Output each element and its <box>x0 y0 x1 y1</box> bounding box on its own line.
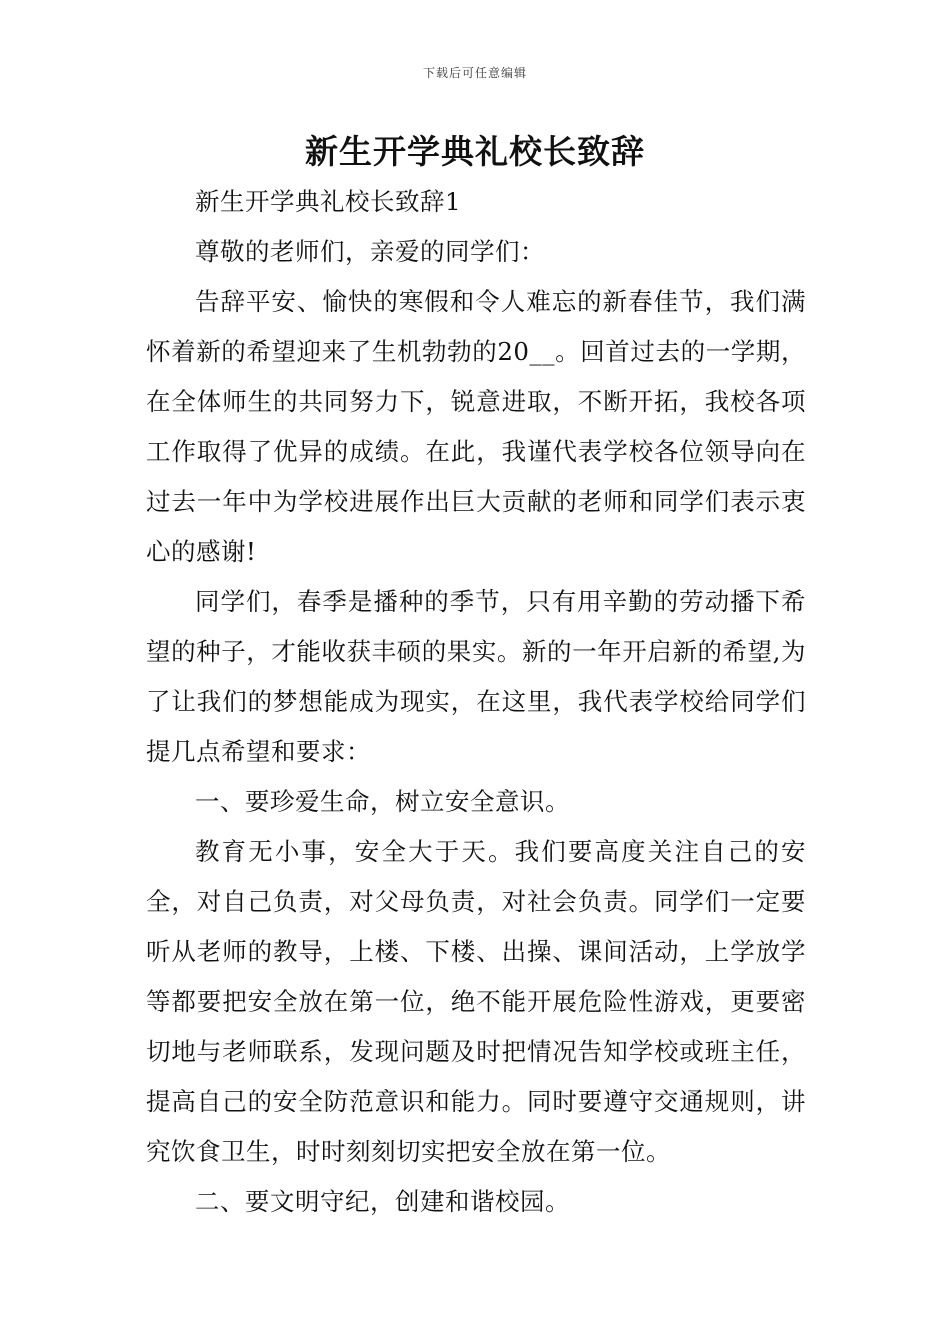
salutation-paragraph: 尊敬的老师们，亲爱的同学们： <box>195 237 545 266</box>
subtitle-paragraph: 新生开学典礼校长致辞1 <box>195 187 462 216</box>
body-paragraph: 教育无小事，安全大于天。我们要高度关注自己的安全，对自己负责，对父母负责，对社会负责。同学们一定要听从老师的教导，上楼、下楼、出操、课间活动，上学放学等都要把安全放在第一位，绝不能开展危险性游戏，更要密切地与老师联系，发现问题及时把情况告知学校或班主任，提高自己的安全防范意识和能力。同时要遵守交通规则，讲究饮食卫生，时时刻刻切实把安全放在第一位。 <box>146 837 806 1166</box>
document-body <box>146 177 806 1227</box>
body-paragraph: 同学们，春季是播种的季节，只有用辛勤的劳动播下希望的种子，才能收获丰硕的果实。新的一年开启新的希望,为了让我们的梦想能成为现实，在这里，我代表学校给同学们提几点希望和要求： <box>146 587 806 766</box>
header-note: 下载后可任意编辑 <box>422 66 527 80</box>
section-heading: 一、要珍爱生命，树立安全意识。 <box>195 787 570 816</box>
document-title: 新生开学典礼校长致辞 <box>305 132 645 171</box>
section-heading: 二、要文明守纪，创建和谐校园。 <box>195 1187 570 1216</box>
body-paragraph: 告辞平安、愉快的寒假和令人难忘的新春佳节，我们满怀着新的希望迎来了生机勃勃的20__。回首过去的一学期，在全体师生的共同努力下，锐意进取，不断开拓，我校各项工作取得了优异的成绩。在此，我谨代表学校各位领导向在过去一年中为学校进展作出巨大贡献的老师和同学们表示衷心的感谢! <box>146 287 806 566</box>
